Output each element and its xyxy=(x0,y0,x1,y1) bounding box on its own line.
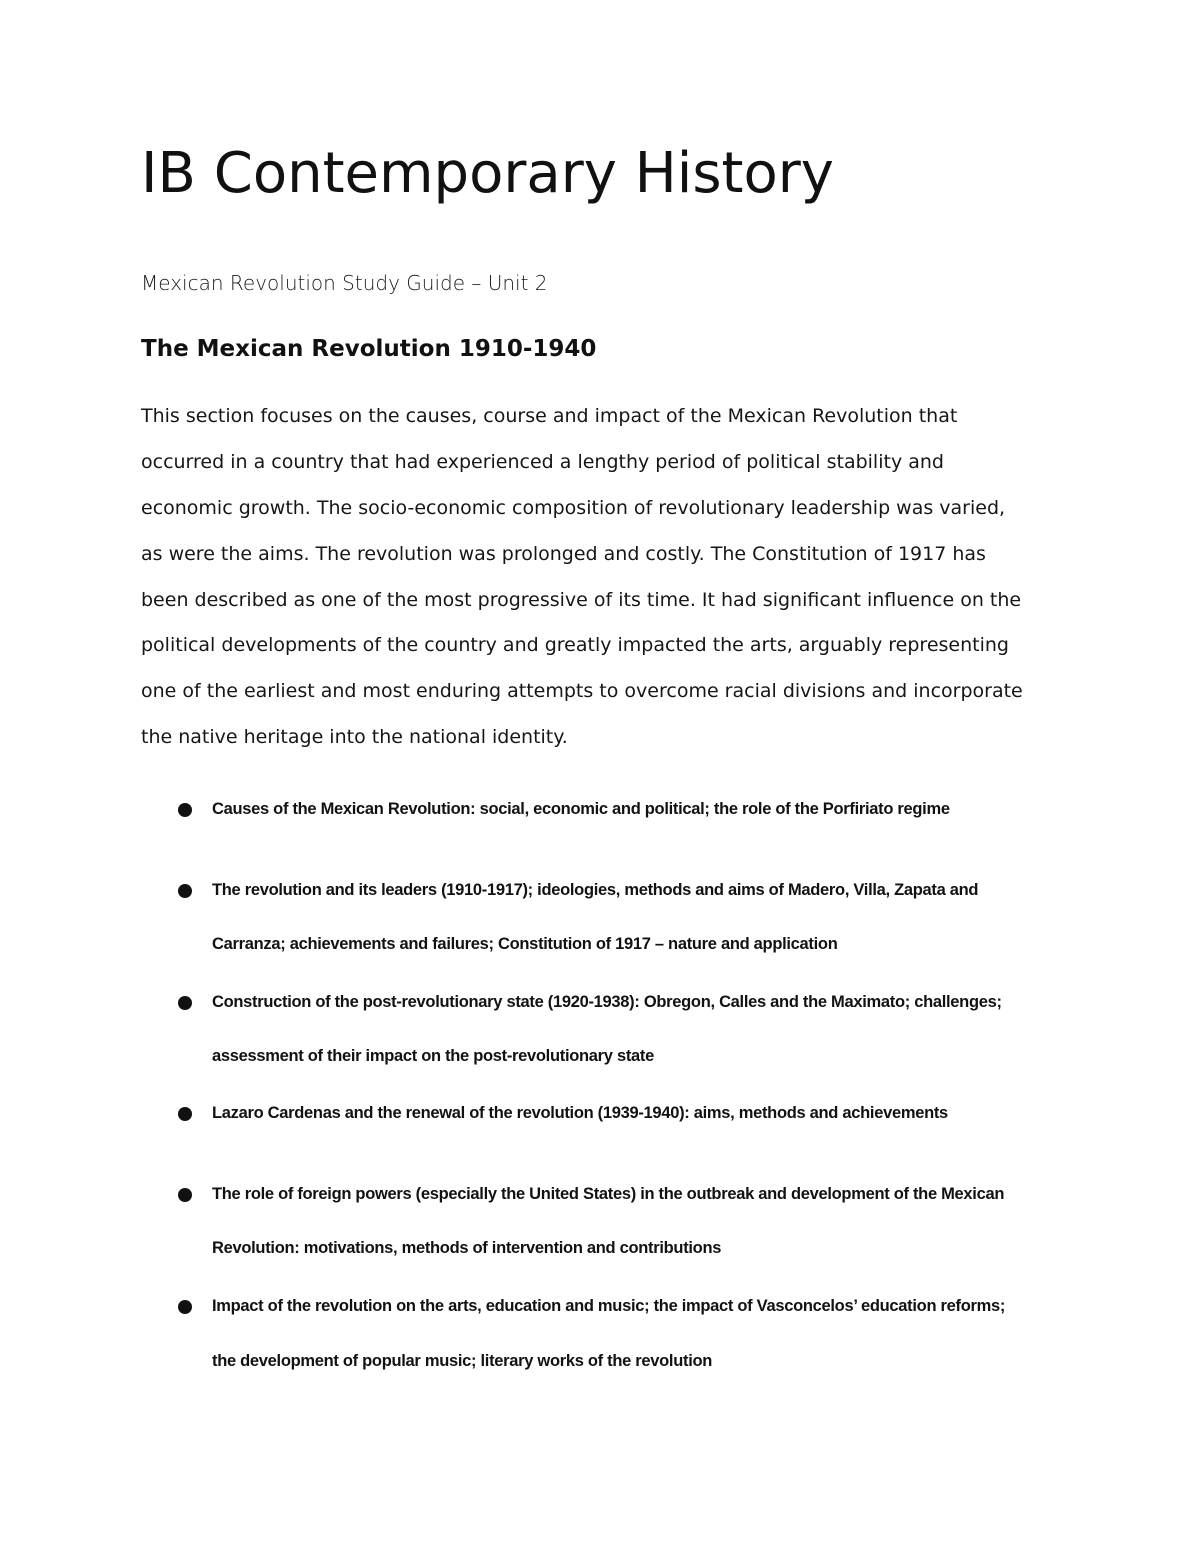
bullet-icon xyxy=(178,884,192,898)
document-subtitle: Mexican Revolution Study Guide – Unit 2 xyxy=(141,271,548,295)
bullet-icon xyxy=(178,803,192,817)
list-item-text: assessment of their impact on the post-revolutionary state xyxy=(212,1047,654,1065)
list-item-text: Carranza; achievements and failures; Constitution of 1917 – nature and application xyxy=(212,935,838,953)
bullet-icon xyxy=(178,1107,192,1121)
list-item-text: Lazaro Cardenas and the renewal of the revolution (1939-1940): aims, methods and achievements xyxy=(212,1104,948,1122)
intro-line: occurred in a country that had experienced a lengthy period of political stability and xyxy=(141,450,944,473)
list-item-text: The revolution and its leaders (1910-1917); ideologies, methods and aims of Madero, Villa, Zapata and xyxy=(212,881,979,899)
bullet-icon xyxy=(178,1188,192,1202)
intro-paragraph xyxy=(141,398,1081,765)
list-item-text: Revolution: motivations, methods of intervention and contributions xyxy=(212,1239,722,1257)
list-item-text: Impact of the revolution on the arts, education and music; the impact of Vasconcelos’ education reforms; xyxy=(212,1297,1006,1315)
list-item-text: Causes of the Mexican Revolution: social, economic and political; the role of the Porfiriato regime xyxy=(212,800,950,818)
document-title: IB Contemporary History xyxy=(141,141,834,206)
bullet-icon xyxy=(178,1300,192,1314)
section-heading: The Mexican Revolution 1910-1940 xyxy=(141,336,597,362)
bullet-icon xyxy=(178,996,192,1010)
intro-line: This section focuses on the causes, course and impact of the Mexican Revolution that xyxy=(141,405,958,427)
intro-line: the native heritage into the national identity. xyxy=(141,726,568,749)
intro-line: been described as one of the most progressive of its time. It had significant influence on the xyxy=(141,588,1022,611)
intro-line: political developments of the country and greatly impacted the arts, arguably representing xyxy=(141,634,1009,657)
list-item-text: Construction of the post-revolutionary state (1920-1938): Obregon, Calles and the Maximato; challenges; xyxy=(212,993,1002,1011)
intro-line: one of the earliest and most enduring attempts to overcome racial divisions and incorporate xyxy=(141,680,1023,703)
list-item-text: the development of popular music; literary works of the revolution xyxy=(212,1352,713,1370)
intro-line: economic growth. The socio-economic composition of revolutionary leadership was varied, xyxy=(141,496,1006,519)
list-item-text: The role of foreign powers (especially the United States) in the outbreak and development of the Mexican xyxy=(212,1185,1005,1203)
intro-line: as were the aims. The revolution was prolonged and costly. The Constitution of 1917 has xyxy=(141,542,986,565)
